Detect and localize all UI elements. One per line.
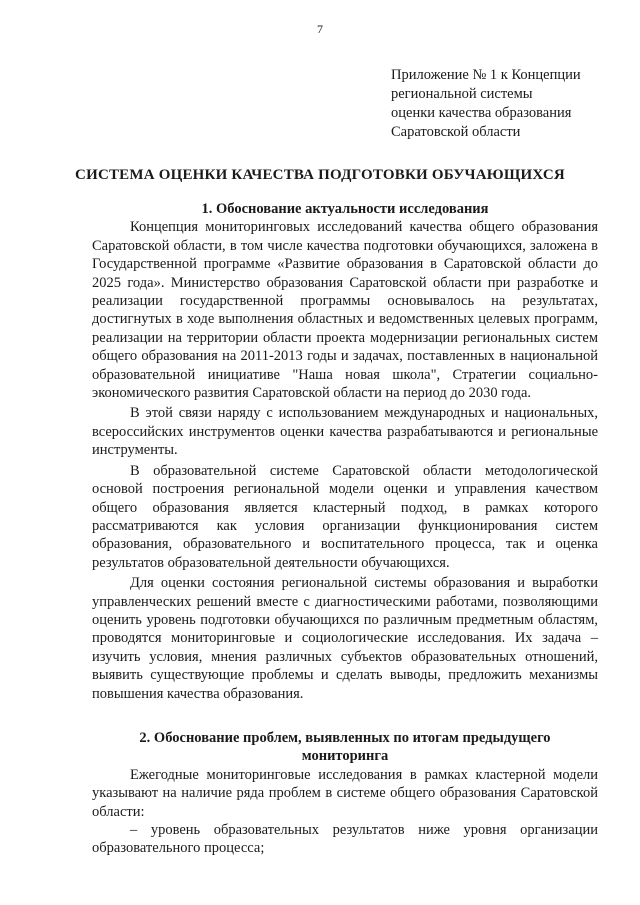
section-1-paragraph: В образовательной системе Саратовской области методологической основой построения региональной модели оценки и управления качеством общего образования является кластерный подход, в рамках которого рассматриваются как условия организации функционирования систем образования, образовательного и воспитательного процесса, так и оценка результатов образовательной деятельности обучающихся.	[92, 462, 598, 571]
section-1-heading: 1. Обоснование актуальности исследования	[201, 201, 489, 217]
appendix-line: региональной системы	[391, 86, 533, 102]
section-1-paragraph: Для оценки состояния региональной системы образования и выработки управленческих решений вместе с диагностическими работами, позволяющими оценить уровень подготовки обучающихся по различным предметным областям, проводятся мониторинговые и социологические исследования. Их задача – изучить условия, мнения различных субъектов образовательных отношений, выявить существующие проблемы и сделать выводы, предложить механизмы повышения качества образования.	[92, 575, 598, 702]
appendix-note	[391, 66, 611, 142]
section-2-heading: 2. Обоснование проблем, выявленных по итогам предыдущего мониторинга	[139, 729, 551, 765]
appendix-line: оценки качества образования	[391, 105, 572, 121]
document-title: СИСТЕМА ОЦЕНКИ КАЧЕСТВА ПОДГОТОВКИ ОБУЧАЮЩИХСЯ	[75, 167, 565, 183]
section-2-paragraph: Ежегодные мониторинговые исследования в рамках кластерной модели указывают на наличие ряда проблем в системе общего образования Саратовской области:	[92, 766, 598, 820]
section-2-paragraph: – уровень образовательных результатов ниже уровня организации образовательного процесса;	[92, 822, 598, 857]
section-1-paragraph: Концепция мониторинговых исследований качества общего образования Саратовской области, в том числе качества подготовки обучающихся, заложена в Государственной программе «Развитие образования в Саратовской области до 2025 года». Министерство образования Саратовской области при разработке и реализации государственной программы основывалось на результатах, достигнутых в ходе выполнения областных и ведомственных целевых программ, реализации на территории области проекта модернизации региональных систем общего образования на 2011-2013 годы и задачах, поставленных в национальной образовательной инициативе "Наша новая школа", Стратегии социально-экономического развития Саратовской области на период до 2030 года.	[92, 219, 598, 402]
appendix-line: Приложение № 1 к Концепции	[391, 67, 581, 83]
section-1-paragraph: В этой связи наряду с использованием международных и национальных, всероссийских инструментов оценки качества разрабатываются и региональные инструменты.	[92, 405, 598, 459]
document-body	[92, 200, 598, 858]
appendix-line: Саратовской области	[391, 124, 521, 140]
page-number: 7	[317, 22, 323, 36]
